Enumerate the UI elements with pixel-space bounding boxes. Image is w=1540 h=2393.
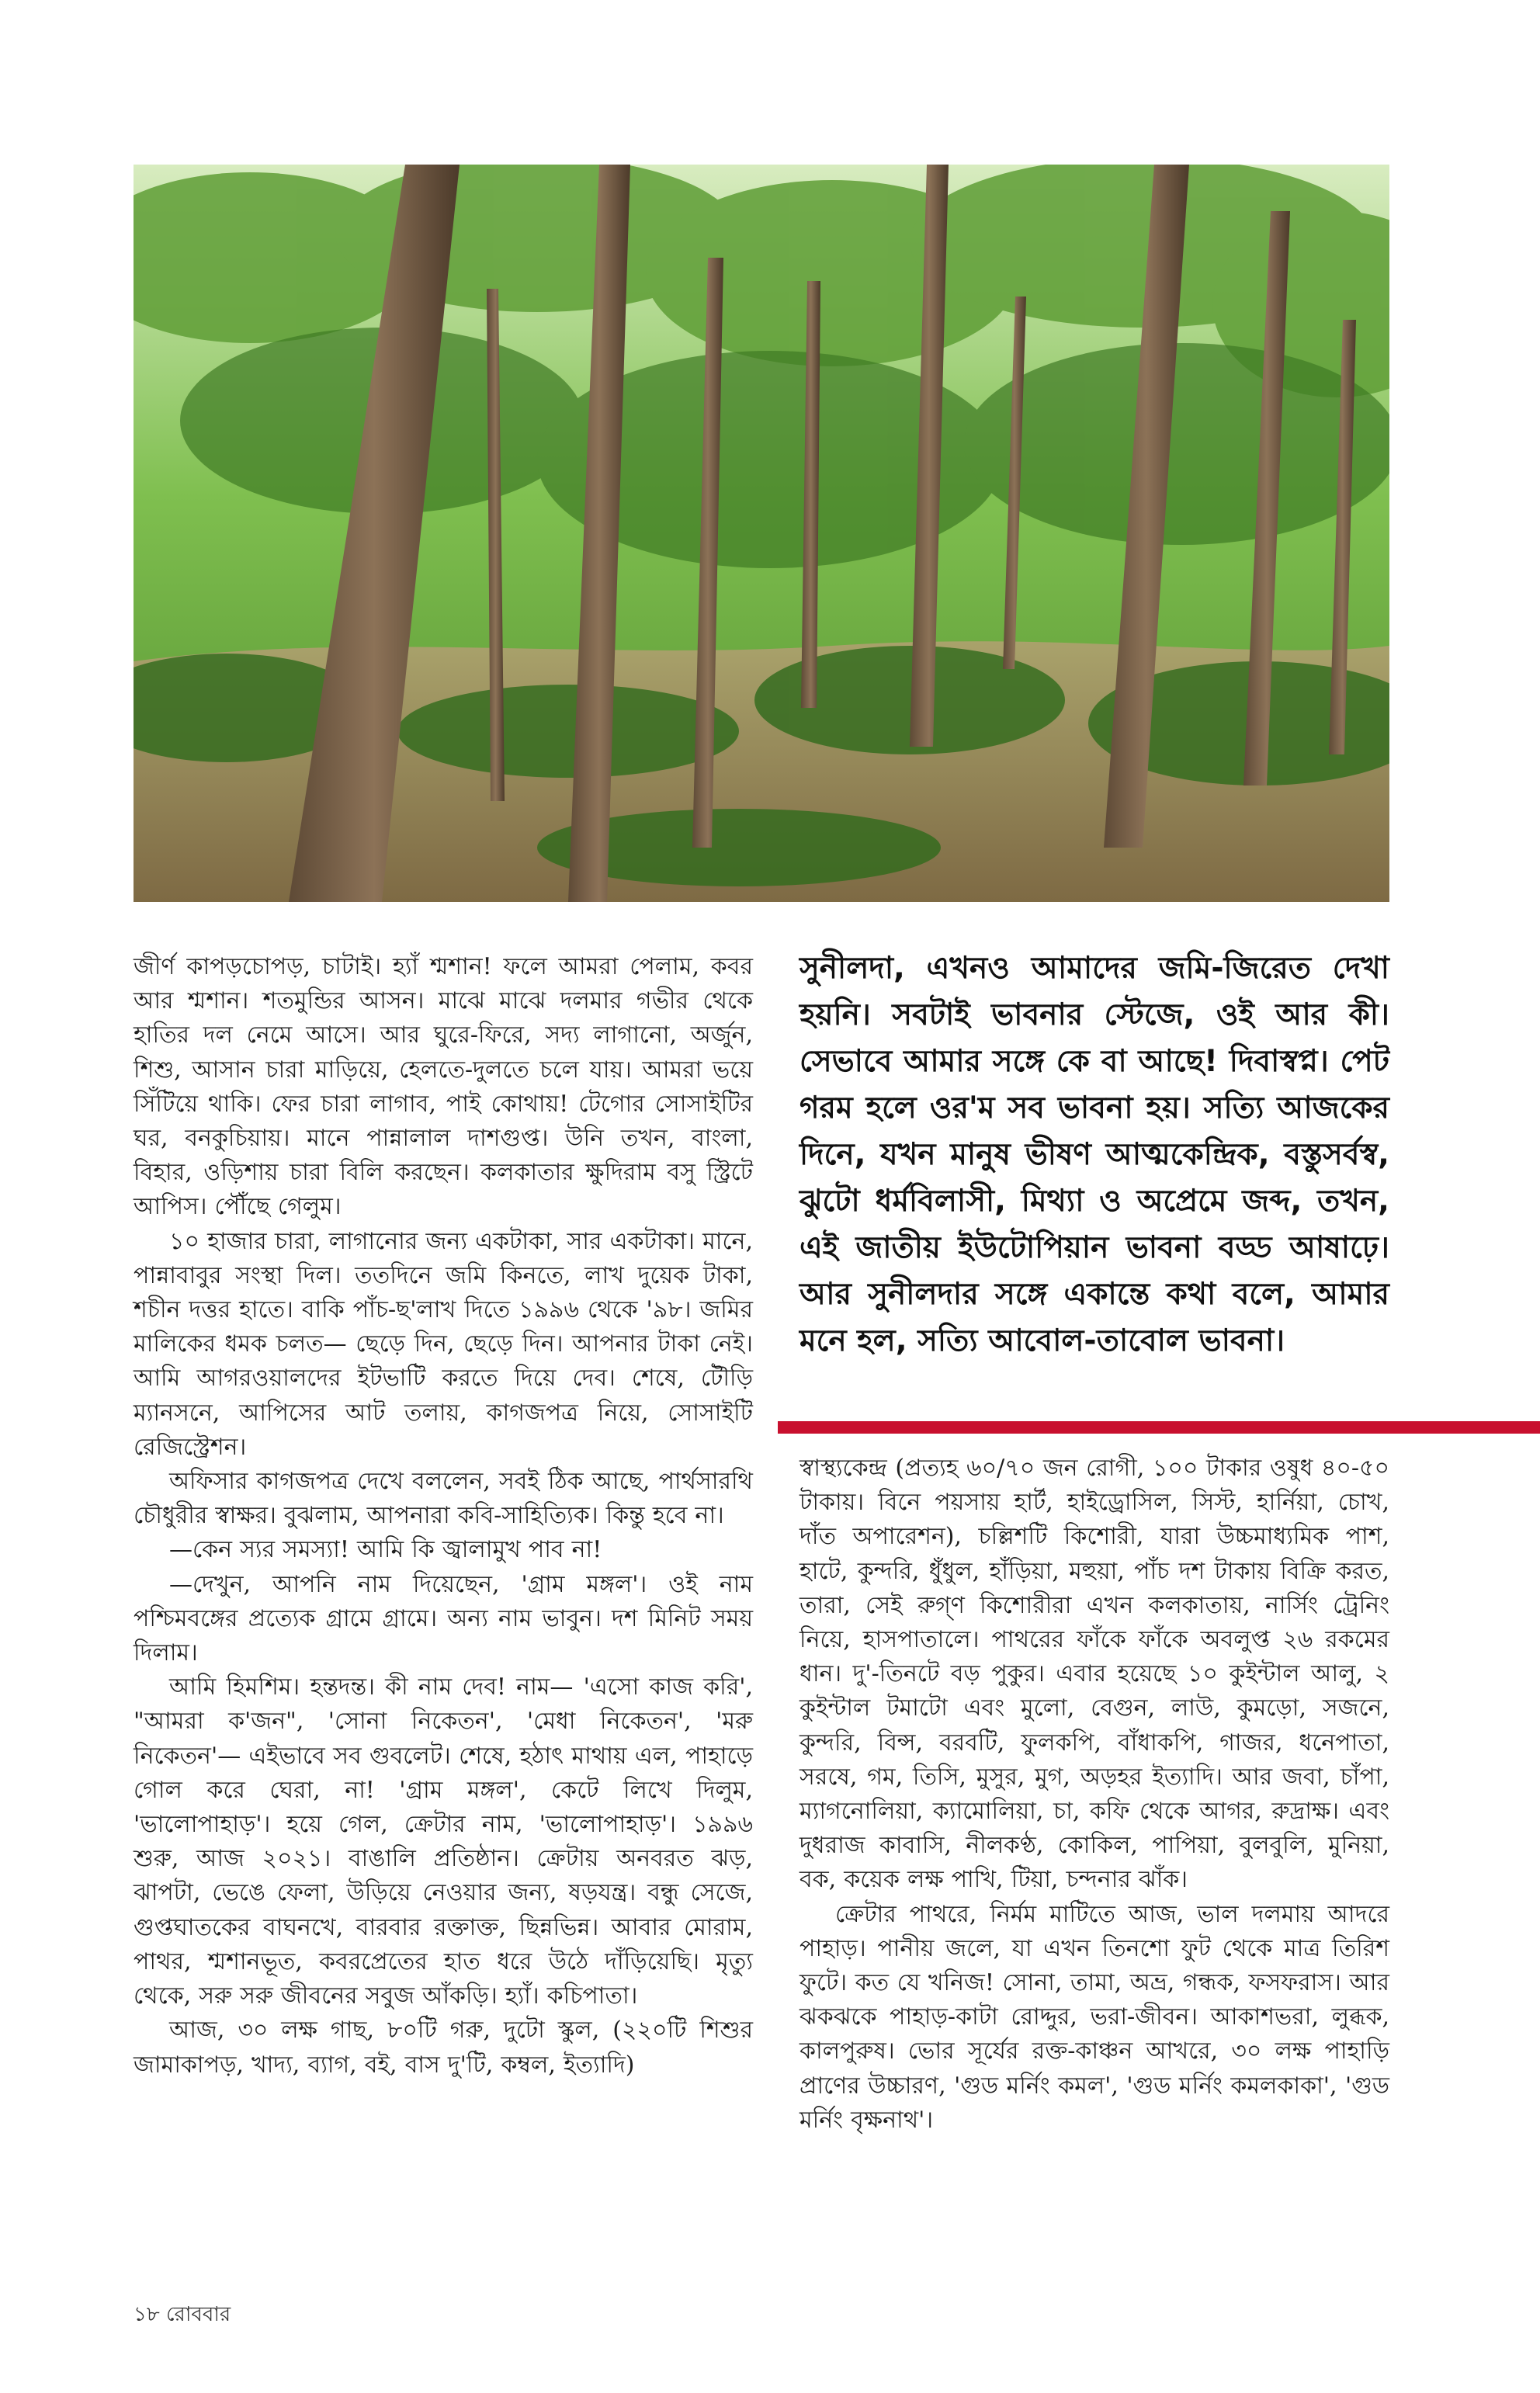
paragraph: স্বাস্থ্যকেন্দ্র (প্রত্যহ ৬০/৭০ জন রোগী, ১০০ টাকার ওষুধ ৪০-৫০ টাকায়। বিনে পয়সায় হার্ট, হাইড্রোসিল, সিস্ট, হার্নিয়া, চোখ, দাঁত অপারেশন), চল্লিশটি কিশোরী, যারা উচ্চমাধ্যমিক পাশ, হাটে, কুন্দরি, ধুঁধুল, হাঁড়িয়া, মহুয়া, পাঁচ দশ টাকায় বিক্রি করত, তারা, সেই রুগ্ণ কিশোরীরা এখন কলকাতায়, নার্সিং ট্রেনিং নিয়ে, হাসপাতালে। পাথরের ফাঁকে ফাঁকে অবলুপ্ত ২৬ রকমের ধান। দু'-তিনটে বড় পুকুর। এবার হয়েছে ১০ কুইন্টাল আলু, ২ কুইন্টাল টমাটো এবং মুলো, বেগুন, লাউ, কুমড়ো, সজনে, কুন্দরি, বিন্স, বরবটি, ফুলকপি, বাঁধাকপি, গাজর, ধনেপাতা, সরষে, গম, তিসি, মুসুর, মুগ, অড়হর ইত্যাদি। আর জবা, চাঁপা, ম্যাগনোলিয়া, ক্যামোলিয়া, চা, কফি থেকে আগর, রুদ্রাক্ষ। এবং দুধরাজ কাবাসি, নীলকণ্ঠ, কোকিল, পাপিয়া, বুলবুলি, মুনিয়া, বক, কয়েক লক্ষ পাখি, টিয়া, চন্দনার ঝাঁক। <box>799 1455 1389 1894</box>
paragraph: আমি হিমশিম। হন্তদন্ত। কী নাম দেব! নাম— 'এসো কাজ করি', "আমরা ক'জন", 'সোনা নিকেতন', 'মেধা নিকেতন', 'মরু নিকেতন'— এইভাবে সব গুবলেট। শেষে, হঠাৎ মাথায় এল, পাহাড়ে গোল করে ঘেরা, না! 'গ্রাম মঙ্গল', কেটে লিখে দিলুম, 'ভালোপাহাড়'। হয়ে গেল, ক্রেটার নাম, 'ভালোপাহাড়'। ১৯৯৬ শুরু, আজ ২০২১। বাঙালি প্রতিষ্ঠান। ক্রেটায় অনবরত ঝড়, ঝাপটা, ভেঙে ফেলা, উড়িয়ে নেওয়ার জন্য, ষড়যন্ত্র। বন্ধু সেজে, গুপ্তঘাতকের বাঘনখে, বারবার রক্তাক্ত, ছিন্নভিন্ন। আবার মোরাম, পাথর, শ্মশানভূত, কবরপ্রেতের হাত ধরে উঠে দাঁড়িয়েছি। মৃত্যু থেকে, সরু সরু জীবনের সবুজ আঁকড়ি। হ্যাঁ। কচিপাতা। <box>134 1673 753 2010</box>
paragraph: অফিসার কাগজপত্র দেখে বললেন, সবই ঠিক আছে, পার্থসারথি চৌধুরীর স্বাক্ষর। বুঝলাম, আপনারা কবি-সাহিত্যিক। কিন্তু হবে না। <box>134 1468 753 1530</box>
paragraph: আজ, ৩০ লক্ষ গাছ, ৮০টি গরু, দুটো স্কুল, (২২০টি শিশুর জামাকাপড়, খাদ্য, ব্যাগ, বই, বাস দু'টি, কম্বল, ইত্যাদি) <box>134 2017 753 2079</box>
paragraph: ক্রেটার পাথরে, নির্মম মাটিতে আজ, ভাল দলমায় আদরে পাহাড়। পানীয় জলে, যা এখন তিনশো ফুট থেকে মাত্র তিরিশ ফুটে। কত যে খনিজ! সোনা, তামা, অভ্র, গন্ধক, ফসফরাস। আর ঝকঝকে পাহাড়-কাটা রোদ্দুর, ভরা-জীবন। আকাশভরা, লুব্ধক, কালপুরুষ। ভোর সূর্যের রক্ত-কাঞ্চন আখরে, ৩০ লক্ষ পাহাড়ি প্রাণের উচ্চারণ, 'গুড মর্নিং কমল', 'গুড মর্নিং কমলকাকা', 'গুড মর্নিং বৃক্ষনাথ'। <box>799 1900 1389 2134</box>
forest-illustration <box>134 165 1389 902</box>
paragraph: —দেখুন, আপনি নাম দিয়েছেন, 'গ্রাম মঙ্গল'। ওই নাম পশ্চিমবঙ্গের প্রত্যেক গ্রামে গ্রামে। অন্য নাম ভাবুন। দশ মিনিট সময় দিলাম। <box>134 1570 753 1667</box>
right-text-column <box>799 1451 1389 2138</box>
pull-quote-rule <box>778 1421 1540 1434</box>
paragraph: ১০ হাজার চারা, লাগানোর জন্য একটাকা, সার একটাকা। মানে, পান্নাবাবুর সংস্থা দিল। ততদিনে জমি কিনতে, লাখ দুয়েক টাকা, শচীন দত্তর হাতে। বাকি পাঁচ-ছ'লাখ দিতে ১৯৯৬ থেকে '৯৮। জমির মালিকের ধমক চলত— ছেড়ে দিন, ছেড়ে দিন। আপনার টাকা নেই। আমি আগরওয়ালদের ইটভাটি করতে দিয়ে দেব। শেষে, টৌড়ি ম্যানসনে, আপিসের আট তলায়, কাগজপত্র নিয়ে, সোসাইটি রেজিস্ট্রেশন। <box>134 1227 753 1461</box>
pull-quote: সুনীলদা, এখনও আমাদের জমি-জিরেত দেখা হয়নি। সবটাই ভাবনার স্টেজে, ওই আর কী। সেভাবে আমার সঙ্গে কে বা আছে! দিবাস্বপ্ন। পেট গরম হলে ওর'ম সব ভাবনা হয়। সত্যি আজকের দিনে, যখন মানুষ ভীষণ আত্মকেন্দ্রিক, বস্তুসর্বস্ব, ঝুটো ধর্মবিলাসী, মিথ্যা ও অপ্রেমে জব্দ, তখন, এই জাতীয় ইউটোপিয়ান ভাবনা বড্ড আষাঢ়ে। আর সুনীলদার সঙ্গে একান্তে কথা বলে, আমার মনে হল, সত্যি আবোল-তাবোল ভাবনা। <box>799 951 1389 1358</box>
paragraph: —কেন স্যর সমস্যা! আমি কি জ্বালামুখ পাব না! <box>169 1536 602 1564</box>
forest-photo <box>134 165 1389 902</box>
paragraph: জীর্ণ কাপড়চোপড়, চাটাই। হ্যাঁ শ্মশান! ফলে আমরা পেলাম, কবর আর শ্মশান। শতমুন্ডির আসন। মাঝে মাঝে দলমার গভীর থেকে হাতির দল নেমে আসে। আর ঘুরে-ফিরে, সদ্য লাগানো, অর্জুন, শিশু, আসান চারা মাড়িয়ে, হেলতে-দুলতে চলে যায়। আমরা ভয়ে সিঁটিয়ে থাকি। ফের চারা লাগাব, পাই কোথায়! টেগোর সোসাইটির ঘর, বনকুচিয়ায়। মানে পান্নালাল দাশগুপ্ত। উনি তখন, বাংলা, বিহার, ওড়িশায় চারা বিলি করছেন। কলকাতার ক্ষুদিরাম বসু স্ট্রিটে আপিস। পৌঁছে গেলুম। <box>134 953 753 1221</box>
page-folio: ১৮ রোববার <box>134 2303 231 2326</box>
left-text-column <box>134 950 753 2083</box>
